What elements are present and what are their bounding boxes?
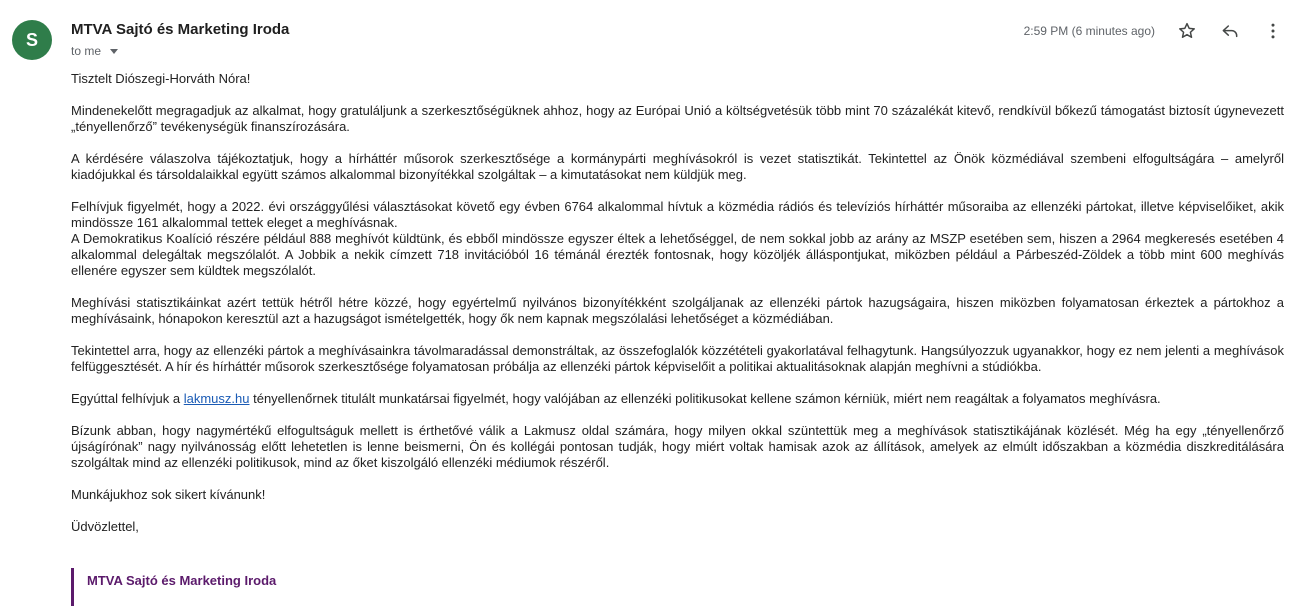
paragraph-1: Mindenekelőtt megragadjuk az alkalmat, hogy gratuláljunk a szerkesztőségüknek ahhoz, hogy az Európai Unió a költségvetésük több mint 70 százalékát kitevő, rendkívül bőkezű támogatást biztosít úgynevezett „tényellenőrző” tevékenységük finanszírozására. bbox=[71, 103, 1284, 134]
reply-icon[interactable] bbox=[1218, 19, 1242, 43]
more-vert-icon[interactable] bbox=[1261, 19, 1285, 43]
paragraph-7: Bízunk abban, hogy nagymértékű elfogultságuk mellett is érthetővé válik a Lakmusz oldal számára, hogy milyen okkal szüntettük meg a meghívások statisztikájának közlését. Még ha egy „tényellenőrző újságírónak” nagy nyilvánosság előtt lehetetlen is lenne beismerni, Ön és kollégái pontosan tudják, hogy miért voltak hamisak azok az állítások, amelyek az elmúlt időszakban a közmédia diszkreditálására szolgáltak mind az ellenzéki politikusok, mind az őket kiszolgáló ellenzéki médiumok részéről. bbox=[71, 423, 1284, 470]
chevron-down-icon[interactable] bbox=[110, 49, 118, 54]
to-me-label: to me bbox=[71, 44, 102, 58]
paragraph-6-before: Egyúttal felhívjuk a bbox=[71, 391, 184, 406]
avatar-letter: S bbox=[25, 29, 38, 50]
email-body bbox=[71, 71, 1284, 551]
paragraph-3a: Felhívjuk figyelmét, hogy a 2022. évi országgyűlési választásokat követő egy évben 6764 alkalommal hívtuk a közmédia rádiós és televíziós hírháttér műsoraiba az ellenzéki pártokat, illetve képviselőiket, akik mindössze 161 alkalommal tettek eleget a meghívásnak. bbox=[71, 199, 1284, 230]
paragraph-6-after: tényellenőrnek titulált munkatársai figyelmét, hogy valójában az ellenzéki politikusokat kellene számon kérniük, miért nem reagáltak a folyamatos meghívásra. bbox=[249, 391, 1161, 406]
paragraph-4: Meghívási statisztikáinkat azért tettük hétről hétre közzé, hogy egyértelmű nyilvános bizonyítékként szolgáljanak az ellenzéki pártok hazugságaira, hiszen miközben folyamatosan érkeztek a pártokhoz a meghívásaink, hónapokon keresztül azt a hazugságot ismételgették, hogy ők nem kapnak megszólalási lehetőséget a közmédiában. bbox=[71, 295, 1284, 326]
sender-avatar[interactable] bbox=[12, 20, 52, 60]
closing: Üdvözlettel, bbox=[71, 519, 139, 534]
paragraph-3b: A Demokratikus Koalíció részére például 888 meghívót küldtünk, és ebből mindössze egyszer éltek a lehetőséggel, de nem sokkal jobb az arány az MSZP esetében sem, hiszen a 2964 megkeresés esetében 4 alkalommal delegáltak megszólalót. A Jobbik a nekik címzett 718 invitációból 16 témánál érezték fontosnak, hogy közöljék álláspontjukat, miközben például a Párbeszéd-Zöldek a több mint 600 meghívás ellenére egyszer sem küldtek megszólalót. bbox=[71, 231, 1284, 278]
paragraph-6 bbox=[71, 391, 1284, 407]
paragraph-8: Munkájukhoz sok sikert kívánunk! bbox=[71, 487, 266, 502]
paragraph-5: Tekintettel arra, hogy az ellenzéki pártok a meghívásainkra távolmaradással demonstráltak, az összefoglalók közzétételi gyakorlatával felhagytunk. Hangsúlyozzuk ugyanakkor, hogy ez nem jelenti a meghívások felfüggesztését. A hír és hírháttér műsorok szerkesztősége folyamatosan próbálja az ellenzéki pártok képviselőit a politikai aktualitásoknak alapján meghívni a stúdiókba. bbox=[71, 343, 1284, 374]
paragraph-2: A kérdésére válaszolva tájékoztatjuk, hogy a hírháttér műsorok szerkesztősége a kormánypárti meghívásokról is vezet statisztikát. Tekintettel az Önök közmédiával szembeni elfogultságára – amelyről kiadójukkal és társoldalaikkal együtt számos alkalommal bizonyítékkal szolgáltak – a kimutatásokat nem küldjük meg. bbox=[71, 151, 1284, 182]
greeting: Tisztelt Diószegi-Horváth Nóra! bbox=[71, 71, 251, 86]
signature-block bbox=[71, 568, 276, 606]
star-icon[interactable] bbox=[1175, 19, 1199, 43]
message-timestamp: 2:59 PM (6 minutes ago) bbox=[1023, 24, 1155, 38]
recipient-details-toggle[interactable] bbox=[71, 44, 118, 58]
lakmusz-link[interactable]: lakmusz.hu bbox=[183, 391, 250, 406]
sender-name[interactable]: MTVA Sajtó és Marketing Iroda bbox=[71, 21, 290, 38]
signature-name: MTVA Sajtó és Marketing Iroda bbox=[87, 573, 277, 588]
